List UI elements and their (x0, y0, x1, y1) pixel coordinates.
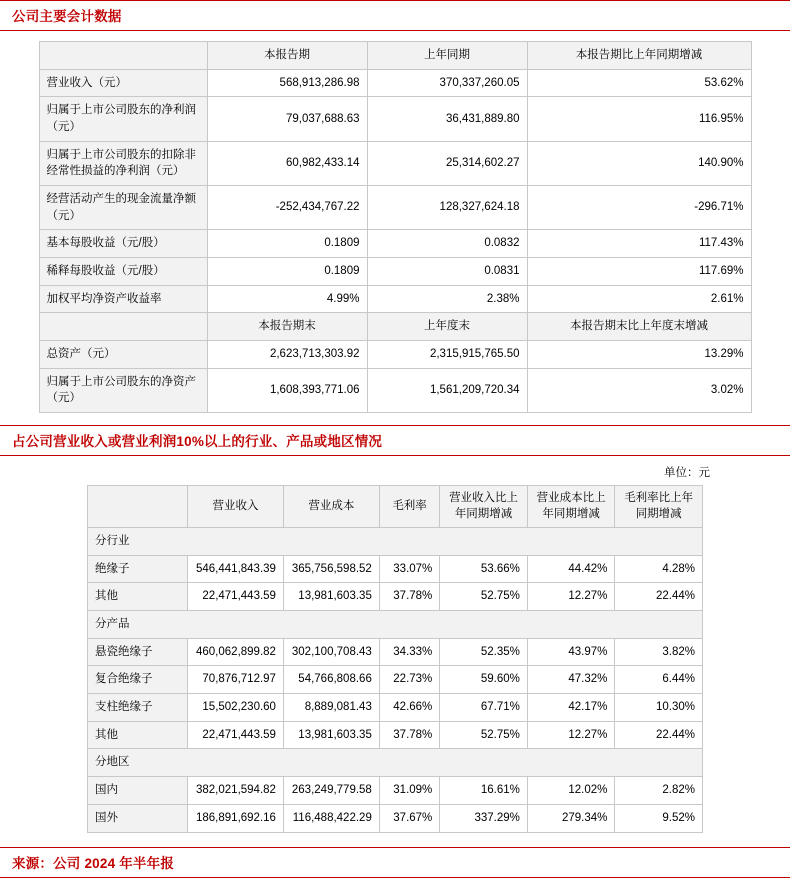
row-value: 37.67% (379, 804, 439, 832)
header-cell: 本报告期末 (207, 313, 367, 341)
row-value: 117.69% (527, 258, 751, 286)
row-label: 归属于上市公司股东的净利润（元） (39, 97, 207, 141)
row-label: 加权平均净资产收益率 (39, 285, 207, 313)
table-row (39, 285, 751, 313)
row-label: 营业收入（元） (39, 69, 207, 97)
row-value: -252,434,767.22 (207, 186, 367, 230)
section-header-accounting: 公司主要会计数据 (0, 0, 790, 31)
row-label: 稀释每股收益（元/股） (39, 258, 207, 286)
table-row (39, 69, 751, 97)
row-value: 52.35% (440, 638, 528, 666)
table-header-row (39, 42, 751, 70)
row-label: 支柱绝缘子 (88, 694, 188, 722)
main-financial-table-wrap (0, 31, 790, 413)
row-value: 460,062,899.82 (188, 638, 284, 666)
row-value: 42.17% (527, 694, 615, 722)
row-value: 25,314,602.27 (367, 141, 527, 185)
header-cell: 营业收入比上年同期增减 (440, 486, 528, 528)
row-value: 15,502,230.60 (188, 694, 284, 722)
table-row (39, 341, 751, 369)
source-footer: 来源：公司 2024 年半年报 (0, 847, 790, 878)
row-value: 54,766,808.66 (283, 666, 379, 694)
header-cell (39, 313, 207, 341)
row-value: 47.32% (527, 666, 615, 694)
row-value: 53.62% (527, 69, 751, 97)
row-value: 9.52% (615, 804, 703, 832)
group-row (88, 749, 703, 777)
row-value: 263,249,779.58 (283, 777, 379, 805)
row-label: 国内 (88, 777, 188, 805)
row-value: 546,441,843.39 (188, 555, 284, 583)
row-value: 337.29% (440, 804, 528, 832)
row-label: 归属于上市公司股东的扣除非经常性损益的净利润（元） (39, 141, 207, 185)
segment-table (87, 485, 703, 832)
row-value: 52.75% (440, 583, 528, 611)
group-label: 分行业 (88, 528, 703, 556)
row-value: 116,488,422.29 (283, 804, 379, 832)
row-value: 1,608,393,771.06 (207, 368, 367, 412)
row-value: 67.71% (440, 694, 528, 722)
row-label: 经营活动产生的现金流量净额（元） (39, 186, 207, 230)
row-label: 其他 (88, 721, 188, 749)
row-value: 279.34% (527, 804, 615, 832)
header-cell (39, 42, 207, 70)
row-value: 568,913,286.98 (207, 69, 367, 97)
table-row (39, 186, 751, 230)
main-financial-table (39, 41, 752, 413)
row-value: 3.02% (527, 368, 751, 412)
row-value: 4.28% (615, 555, 703, 583)
table-header-row-2 (39, 313, 751, 341)
row-value: 10.30% (615, 694, 703, 722)
row-value: 43.97% (527, 638, 615, 666)
header-cell: 营业收入 (188, 486, 284, 528)
table-row (88, 694, 703, 722)
table-row (39, 258, 751, 286)
header-cell: 本报告期 (207, 42, 367, 70)
row-value: 186,891,692.16 (188, 804, 284, 832)
row-value: 22,471,443.59 (188, 583, 284, 611)
row-value: 12.27% (527, 583, 615, 611)
header-cell: 上年度末 (367, 313, 527, 341)
table-row (39, 230, 751, 258)
row-value: 117.43% (527, 230, 751, 258)
row-value: 31.09% (379, 777, 439, 805)
row-value: 22.73% (379, 666, 439, 694)
row-value: -296.71% (527, 186, 751, 230)
row-label: 总资产（元） (39, 341, 207, 369)
row-value: 370,337,260.05 (367, 69, 527, 97)
row-value: 59.60% (440, 666, 528, 694)
segment-table-wrap (0, 485, 790, 832)
row-value: 37.78% (379, 583, 439, 611)
group-label: 分地区 (88, 749, 703, 777)
table-row (39, 97, 751, 141)
row-value: 4.99% (207, 285, 367, 313)
row-label: 国外 (88, 804, 188, 832)
row-value: 22.44% (615, 583, 703, 611)
table-row (88, 638, 703, 666)
header-cell: 毛利率 (379, 486, 439, 528)
row-value: 382,021,594.82 (188, 777, 284, 805)
row-value: 13,981,603.35 (283, 721, 379, 749)
table-row (88, 777, 703, 805)
row-value: 12.02% (527, 777, 615, 805)
row-value: 0.1809 (207, 258, 367, 286)
group-label: 分产品 (88, 611, 703, 639)
row-value: 13.29% (527, 341, 751, 369)
header-cell: 营业成本比上年同期增减 (527, 486, 615, 528)
row-value: 36,431,889.80 (367, 97, 527, 141)
row-value: 22,471,443.59 (188, 721, 284, 749)
header-cell: 上年同期 (367, 42, 527, 70)
table-row (39, 368, 751, 412)
row-label: 其他 (88, 583, 188, 611)
header-cell: 毛利率比上年同期增减 (615, 486, 703, 528)
row-value: 44.42% (527, 555, 615, 583)
row-label: 复合绝缘子 (88, 666, 188, 694)
row-value: 140.90% (527, 141, 751, 185)
row-value: 302,100,708.43 (283, 638, 379, 666)
row-value: 42.66% (379, 694, 439, 722)
table-row (88, 721, 703, 749)
row-value: 33.07% (379, 555, 439, 583)
row-value: 70,876,712.97 (188, 666, 284, 694)
row-value: 37.78% (379, 721, 439, 749)
row-value: 0.0831 (367, 258, 527, 286)
header-cell: 本报告期比上年同期增减 (527, 42, 751, 70)
row-value: 2,315,915,765.50 (367, 341, 527, 369)
row-value: 2.61% (527, 285, 751, 313)
row-value: 34.33% (379, 638, 439, 666)
row-value: 2.38% (367, 285, 527, 313)
row-value: 79,037,688.63 (207, 97, 367, 141)
row-value: 0.0832 (367, 230, 527, 258)
unit-label: 单位：元 (664, 467, 710, 480)
row-label: 绝缘子 (88, 555, 188, 583)
row-value: 53.66% (440, 555, 528, 583)
row-label: 悬瓷绝缘子 (88, 638, 188, 666)
group-row (88, 611, 703, 639)
table-row (88, 666, 703, 694)
row-value: 13,981,603.35 (283, 583, 379, 611)
table-row (88, 583, 703, 611)
table-header-row (88, 486, 703, 528)
row-value: 1,561,209,720.34 (367, 368, 527, 412)
row-value: 16.61% (440, 777, 528, 805)
row-value: 365,756,598.52 (283, 555, 379, 583)
row-value: 2,623,713,303.92 (207, 341, 367, 369)
group-row (88, 528, 703, 556)
row-value: 0.1809 (207, 230, 367, 258)
row-value: 22.44% (615, 721, 703, 749)
row-label: 归属于上市公司股东的净资产（元） (39, 368, 207, 412)
section-header-industry: 占公司营业收入或营业利润10%以上的行业、产品或地区情况 (0, 425, 790, 456)
row-value: 128,327,624.18 (367, 186, 527, 230)
row-value: 60,982,433.14 (207, 141, 367, 185)
table-row (88, 804, 703, 832)
row-value: 2.82% (615, 777, 703, 805)
row-value: 12.27% (527, 721, 615, 749)
row-value: 6.44% (615, 666, 703, 694)
table-row (39, 141, 751, 185)
row-value: 3.82% (615, 638, 703, 666)
table-row (88, 555, 703, 583)
header-cell: 本报告期末比上年度末增减 (527, 313, 751, 341)
row-label: 基本每股收益（元/股） (39, 230, 207, 258)
row-value: 116.95% (527, 97, 751, 141)
header-cell (88, 486, 188, 528)
header-cell: 营业成本 (283, 486, 379, 528)
row-value: 52.75% (440, 721, 528, 749)
row-value: 8,889,081.43 (283, 694, 379, 722)
